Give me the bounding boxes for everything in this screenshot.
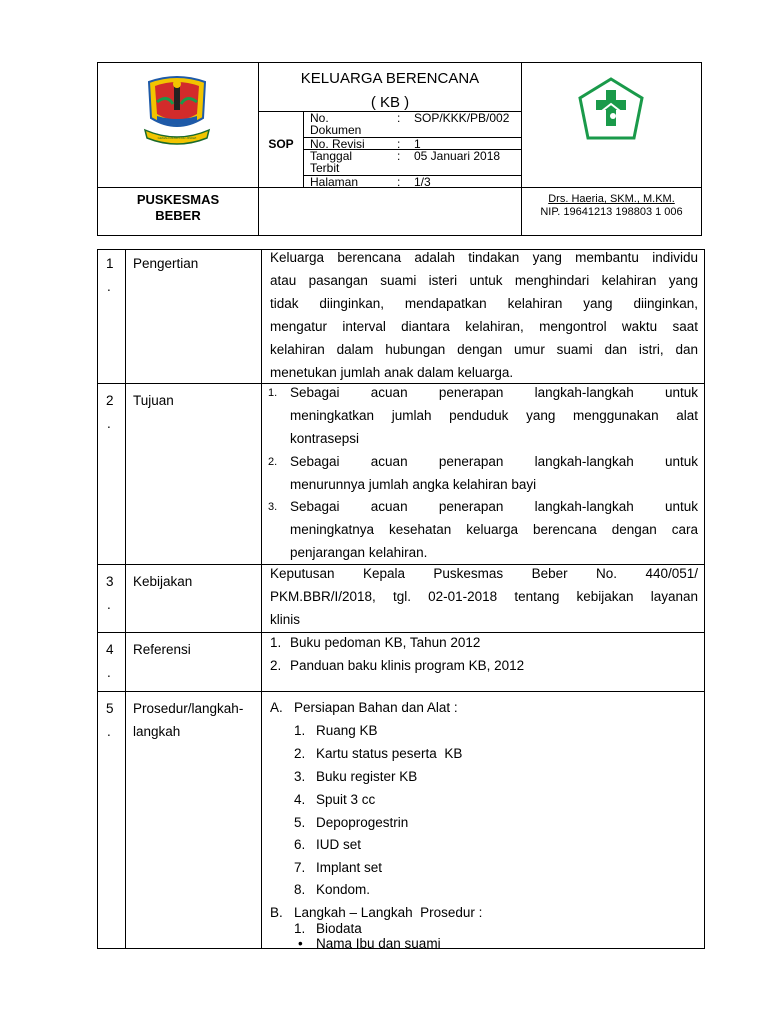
puskesmas-logo	[576, 76, 646, 144]
subsection-title: Persiapan Bahan dan Alat :	[294, 700, 458, 715]
document-title-sub: ( KB )	[370, 94, 410, 111]
signer-name: Drs. Haeria, SKM., M.KM.	[548, 193, 675, 205]
section-label: Pengertian	[133, 256, 199, 271]
section-label: Tujuan	[133, 393, 174, 408]
org-name-line2: BEBER	[155, 208, 201, 223]
document-title: KELUARGA BERENCANA	[300, 70, 480, 87]
subsection-title: Langkah – Langkah Prosedur :	[294, 905, 483, 920]
org-name: PUSKESMAS	[136, 192, 220, 207]
section-number: 1	[106, 256, 114, 271]
section-number: 3	[106, 574, 114, 589]
section-number: 4	[106, 642, 114, 657]
section-label: Kebijakan	[133, 574, 193, 589]
section-label: Prosedur/langkah-	[133, 701, 244, 716]
section-number: 2	[106, 393, 114, 408]
bullet-icon: •	[298, 936, 303, 951]
section-label: Referensi	[133, 642, 191, 657]
section-number: 5	[106, 701, 114, 716]
sop-label: SOP	[268, 137, 294, 151]
signer-nip: NIP. 19641213 198803 1 006	[540, 206, 683, 218]
logo-banner-text: GEMAH RIPAH LOH JINAWI	[157, 137, 197, 140]
